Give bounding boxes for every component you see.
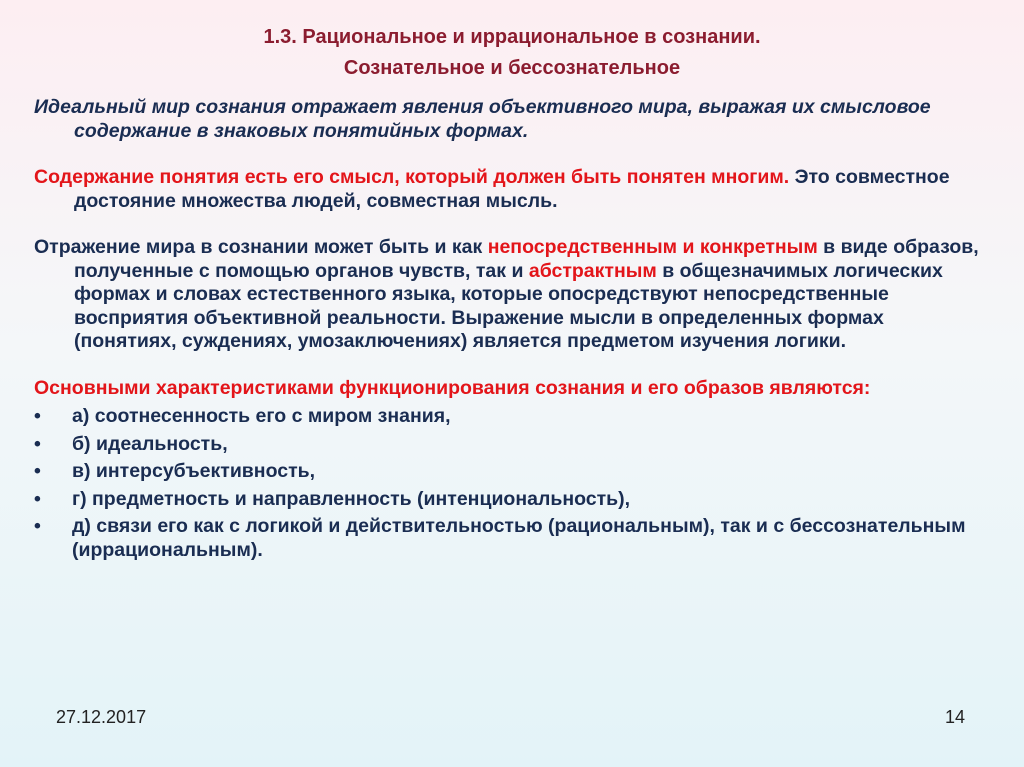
list-item	[34, 460, 990, 484]
bullet-icon: •	[34, 432, 41, 455]
reflection-part-3: в общезначимых логических формах и словах естественного языка, которые опосредствуют непосредственные восприятия объективной реальности. Выражение мысли в определенных формах (понятиях, суждениях, умозаключениях) является предметом изучения логики.	[74, 259, 943, 352]
slide-body	[34, 96, 990, 566]
page-number: 14	[945, 707, 966, 727]
footer-date: 27.12.2017	[56, 707, 147, 727]
reflection-part-1: Отражение мира в сознании может быть и как	[34, 236, 488, 258]
list-item-text: в) интерсубъективность,	[72, 460, 316, 482]
list-item-text: а) соотнесенность его с миром знания,	[72, 405, 451, 427]
concept-paragraph	[34, 166, 990, 213]
list-item	[34, 488, 990, 512]
slide-title	[0, 22, 1024, 84]
characteristics-heading: Основными характеристиками функционирования сознания и его образов являются:	[34, 376, 871, 399]
intro-paragraph: Идеальный мир сознания отражает явления объективного мира, выражая их смысловое содержание в знаковых понятийных формах.	[34, 96, 931, 142]
reflection-part-2: в виде образов, полученные с помощью органов чувств, так и	[74, 236, 979, 282]
concept-highlight: Содержание понятия есть его смысл, который должен быть понятен многим.	[34, 166, 790, 188]
list-item	[34, 433, 990, 457]
list-item-text: б) идеальность,	[72, 432, 228, 455]
list-item-text: г) предметность и направленность (интенциональность),	[72, 487, 631, 510]
list-item	[34, 405, 990, 429]
reflection-highlight-1: непосредственным и конкретным	[487, 236, 818, 258]
list-item-text: д) связи его как с логикой и действительностью (рациональным), так и с бессознательным (иррациональным).	[72, 515, 966, 561]
reflection-paragraph	[34, 236, 990, 354]
bullet-icon: •	[34, 405, 41, 427]
bullet-icon: •	[34, 460, 41, 482]
characteristics-list	[34, 405, 990, 562]
concept-rest: Это совместное достояние множества людей, совместная мысль.	[74, 166, 950, 212]
list-item	[34, 515, 990, 562]
reflection-highlight-2: абстрактным	[528, 259, 657, 282]
title-line-2: Сознательное и бессознательное	[343, 57, 681, 79]
bullet-icon: •	[34, 515, 41, 537]
title-line-1: 1.3. Рациональное и иррациональное в сознании.	[263, 26, 761, 48]
bullet-icon: •	[34, 487, 41, 510]
